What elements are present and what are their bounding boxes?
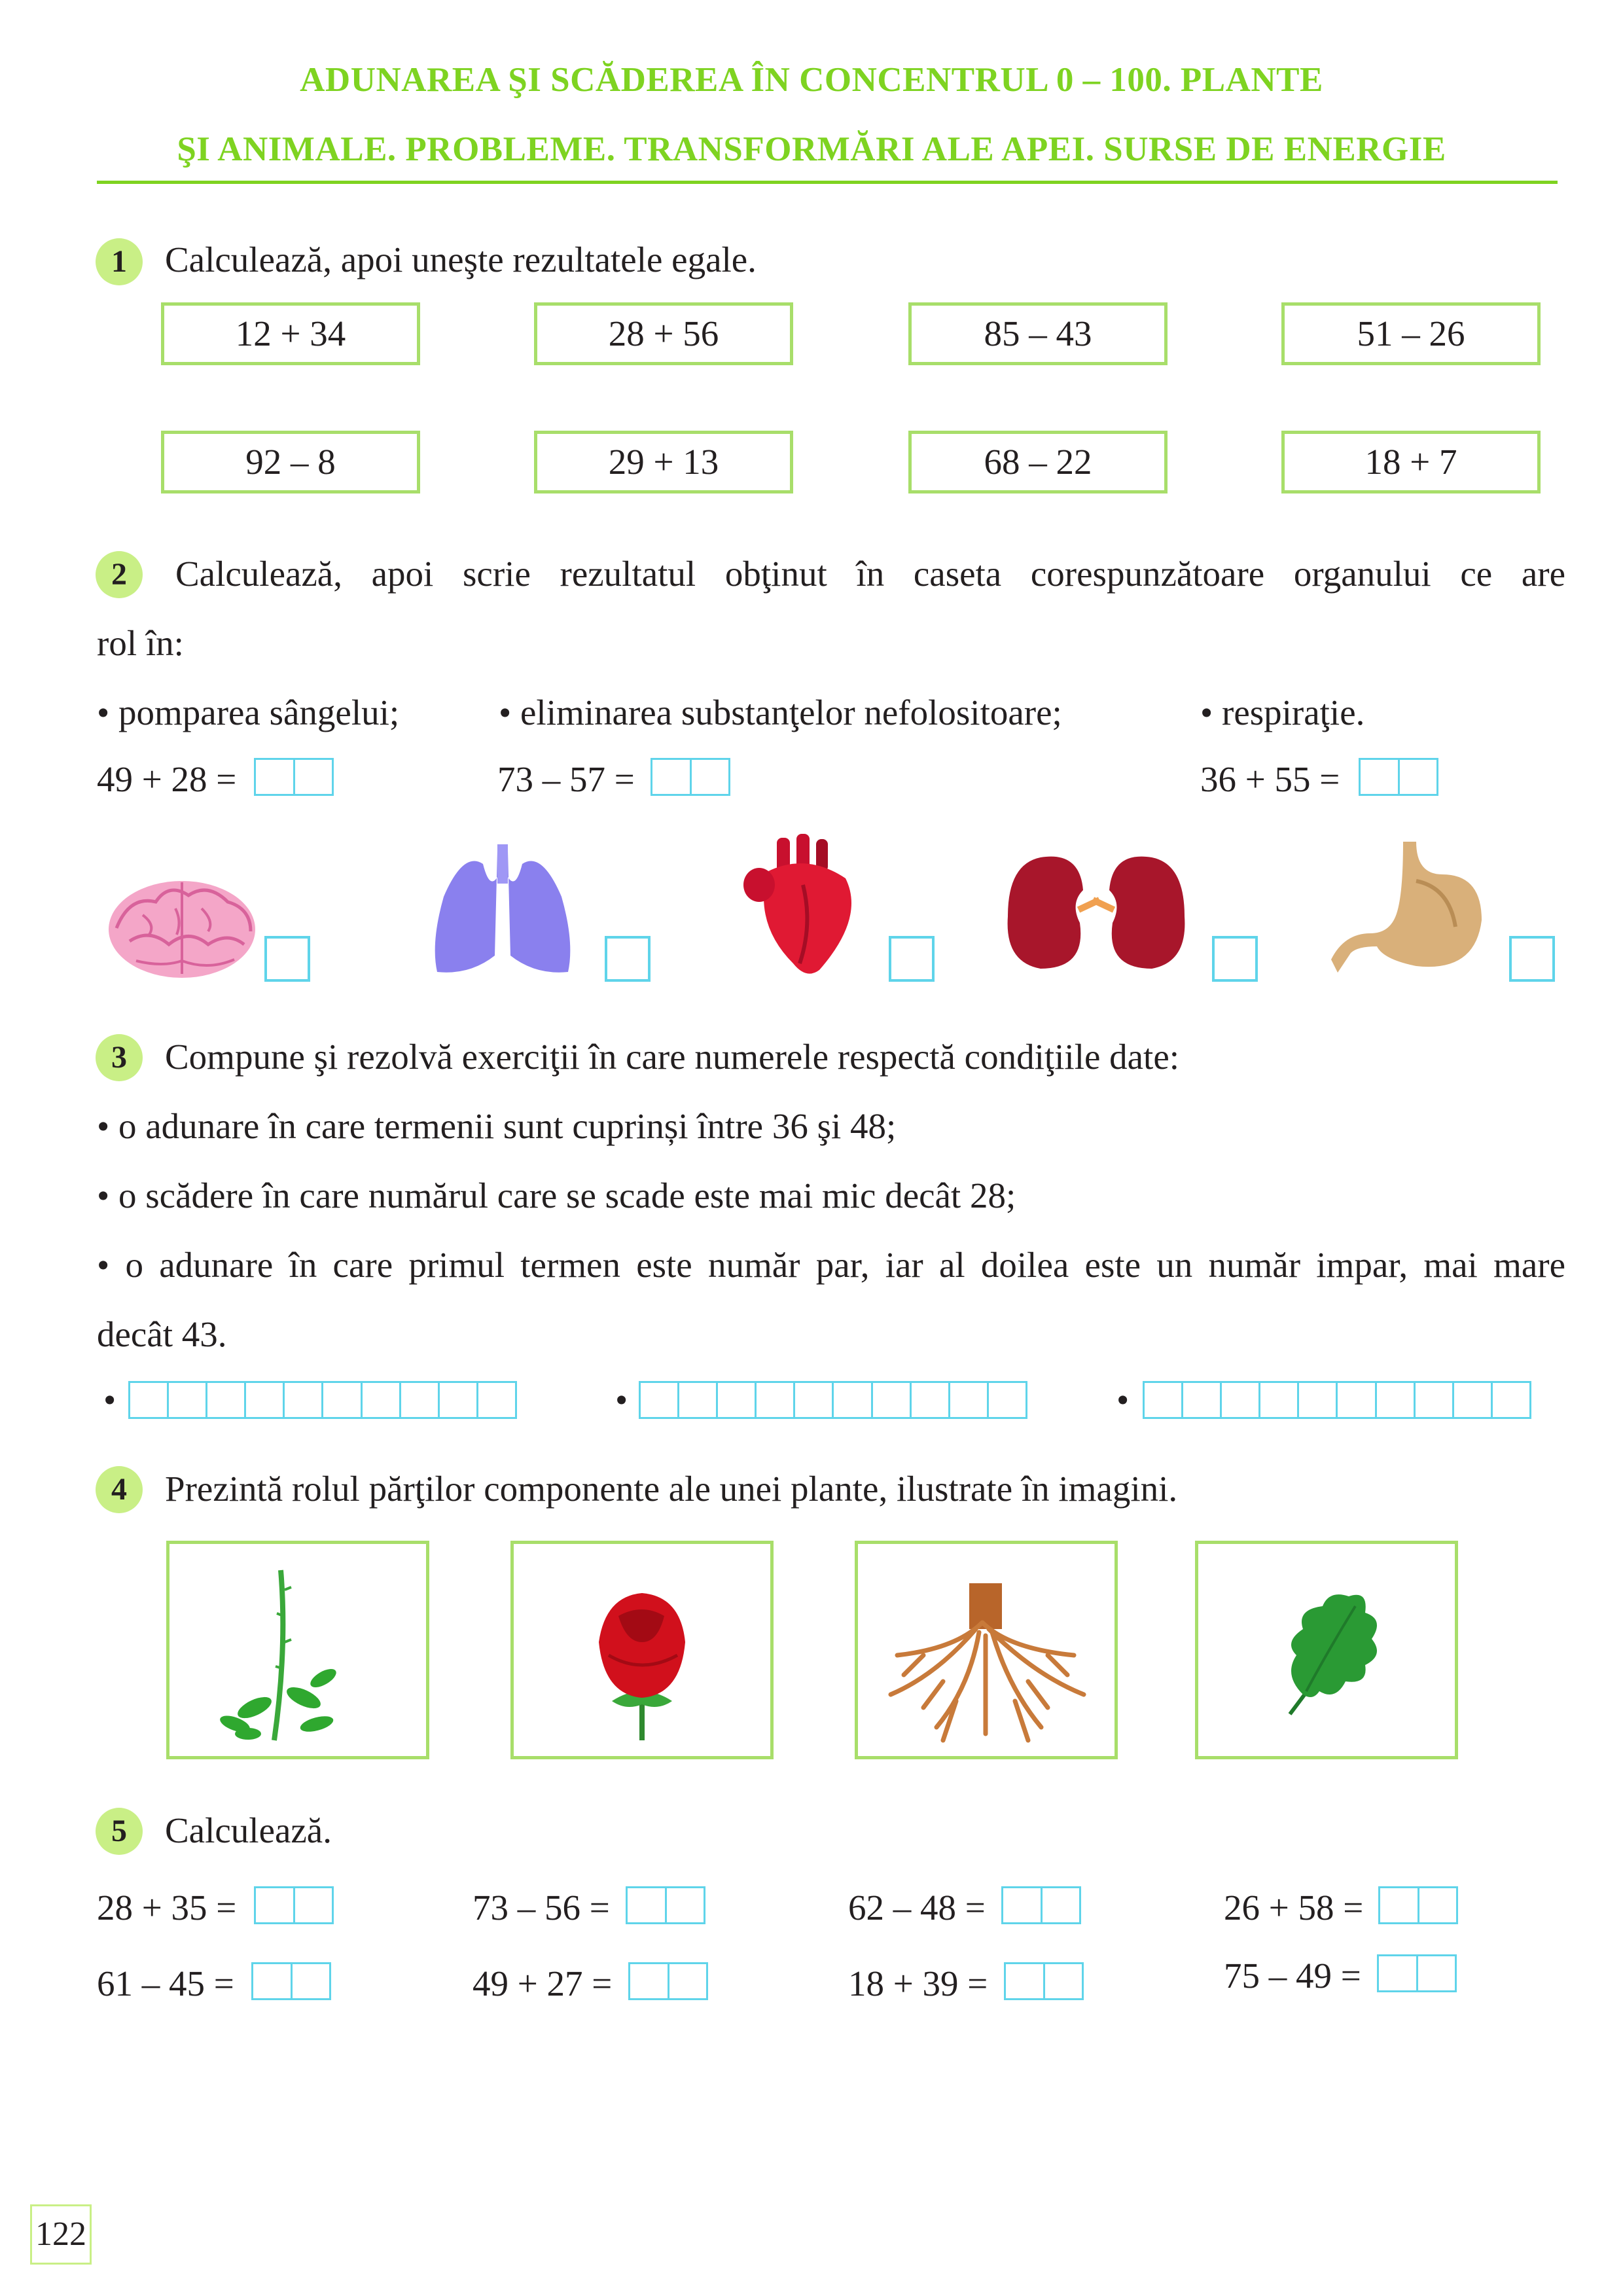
flower-image-box bbox=[510, 1541, 774, 1759]
brain-icon bbox=[103, 869, 260, 982]
bullet: • bbox=[615, 1380, 628, 1420]
answer-boxes[interactable] bbox=[1359, 758, 1438, 796]
exercise-3-number: 3 bbox=[96, 1034, 143, 1081]
equation: 73 – 56 = bbox=[473, 1888, 610, 1928]
exercise-2-number: 2 bbox=[96, 551, 143, 598]
exercise-5-instruction: Calculează. bbox=[165, 1810, 332, 1850]
heart-icon bbox=[741, 833, 872, 980]
condition-1: • o adunare în care termenii sunt cuprinși între 36 şi 48; bbox=[97, 1106, 897, 1146]
page-number: 122 bbox=[30, 2204, 92, 2265]
equation: 18 + 39 = bbox=[848, 1964, 988, 2003]
organ-answer-box[interactable] bbox=[889, 936, 935, 982]
exercise-2-instruction-cont: rol în: bbox=[97, 623, 184, 663]
exercise-1-number: 1 bbox=[96, 238, 143, 285]
answer-boxes[interactable] bbox=[1004, 1962, 1084, 2000]
answer-boxes[interactable] bbox=[1377, 1954, 1457, 1992]
answer-boxes[interactable] bbox=[651, 758, 730, 796]
page-title-line1: ADUNAREA ŞI SCĂDEREA ÎN CONCENTRUL 0 – 100. PLANTE bbox=[300, 61, 1323, 99]
equation: 62 – 48 = bbox=[848, 1888, 986, 1928]
answer-grid-2[interactable] bbox=[639, 1381, 1027, 1419]
condition-2: • o scădere în care numărul care se scade este mai mic decât 28; bbox=[97, 1175, 1016, 1215]
stem-image-box bbox=[166, 1541, 429, 1759]
title-underline bbox=[97, 181, 1558, 184]
answer-boxes[interactable] bbox=[626, 1886, 705, 1924]
bullet: • bbox=[103, 1380, 116, 1420]
lungs-icon bbox=[424, 838, 581, 980]
answer-boxes[interactable] bbox=[628, 1962, 708, 2000]
bullet: • bbox=[1116, 1380, 1130, 1420]
page-title-line2: ŞI ANIMALE. PROBLEME. TRANSFORMĂRI ALE APEI. SURSE DE ENERGIE bbox=[177, 130, 1446, 168]
equation: 36 + 55 = bbox=[1200, 759, 1340, 799]
stomach-icon bbox=[1318, 835, 1495, 980]
kidneys-icon bbox=[1001, 851, 1191, 975]
answer-boxes[interactable] bbox=[251, 1962, 331, 2000]
expression-box[interactable]: 12 + 34 bbox=[161, 302, 420, 365]
organ-answer-box[interactable] bbox=[1212, 936, 1258, 982]
equation: 49 + 28 = bbox=[97, 759, 237, 799]
answer-boxes[interactable] bbox=[1378, 1886, 1458, 1924]
leaf-icon bbox=[1198, 1544, 1455, 1756]
exercise-5-number: 5 bbox=[96, 1808, 143, 1855]
expression-box[interactable]: 28 + 56 bbox=[534, 302, 793, 365]
leaf-image-box bbox=[1195, 1541, 1458, 1759]
organ-answer-box[interactable] bbox=[264, 936, 310, 982]
expression-box[interactable]: 18 + 7 bbox=[1281, 431, 1541, 493]
expression-box[interactable]: 29 + 13 bbox=[534, 431, 793, 493]
organ-answer-box[interactable] bbox=[1509, 936, 1555, 982]
expression-box[interactable]: 51 – 26 bbox=[1281, 302, 1541, 365]
root-image-box bbox=[855, 1541, 1118, 1759]
role-heart: • pomparea sângelui; bbox=[97, 692, 400, 732]
organ-answer-box[interactable] bbox=[605, 936, 651, 982]
exercise-1-instruction: Calculează, apoi uneşte rezultatele egale. bbox=[165, 240, 757, 279]
exercise-3-instruction: Compune şi rezolvă exerciţii în care numerele respectă condiţiile date: bbox=[165, 1037, 1180, 1077]
answer-boxes[interactable] bbox=[1001, 1886, 1081, 1924]
equation: 26 + 58 = bbox=[1224, 1888, 1364, 1928]
answer-grid-1[interactable] bbox=[128, 1381, 517, 1419]
equation: 73 – 57 = bbox=[497, 759, 635, 799]
expression-box[interactable]: 68 – 22 bbox=[908, 431, 1168, 493]
equation: 28 + 35 = bbox=[97, 1888, 237, 1928]
answer-boxes[interactable] bbox=[254, 1886, 334, 1924]
role-kidneys: • eliminarea substanţelor nefolositoare; bbox=[499, 692, 1062, 732]
expression-box[interactable]: 92 – 8 bbox=[161, 431, 420, 493]
exercise-4-number: 4 bbox=[96, 1466, 143, 1513]
condition-3: • o adunare în care primul termen este număr par, iar al doilea este un număr impar, mai mare bbox=[97, 1245, 1565, 1285]
root-icon bbox=[858, 1544, 1115, 1756]
equation: 75 – 49 = bbox=[1224, 1956, 1361, 1996]
flower-icon bbox=[514, 1544, 770, 1756]
stem-icon bbox=[169, 1544, 426, 1756]
role-lungs: • respiraţie. bbox=[1200, 692, 1365, 732]
answer-grid-3[interactable] bbox=[1143, 1381, 1531, 1419]
expression-box[interactable]: 85 – 43 bbox=[908, 302, 1168, 365]
answer-boxes[interactable] bbox=[254, 758, 334, 796]
equation: 49 + 27 = bbox=[473, 1964, 613, 2003]
equation: 61 – 45 = bbox=[97, 1964, 234, 2003]
exercise-4-instruction: Prezintă rolul părţilor componente ale unei plante, ilustrate în imagini. bbox=[165, 1469, 1178, 1509]
condition-3-cont: decât 43. bbox=[97, 1314, 227, 1354]
exercise-2-instruction: Calculează, apoi scrie rezultatul obţinut în caseta corespunzătoare organului ce are bbox=[175, 554, 1565, 594]
